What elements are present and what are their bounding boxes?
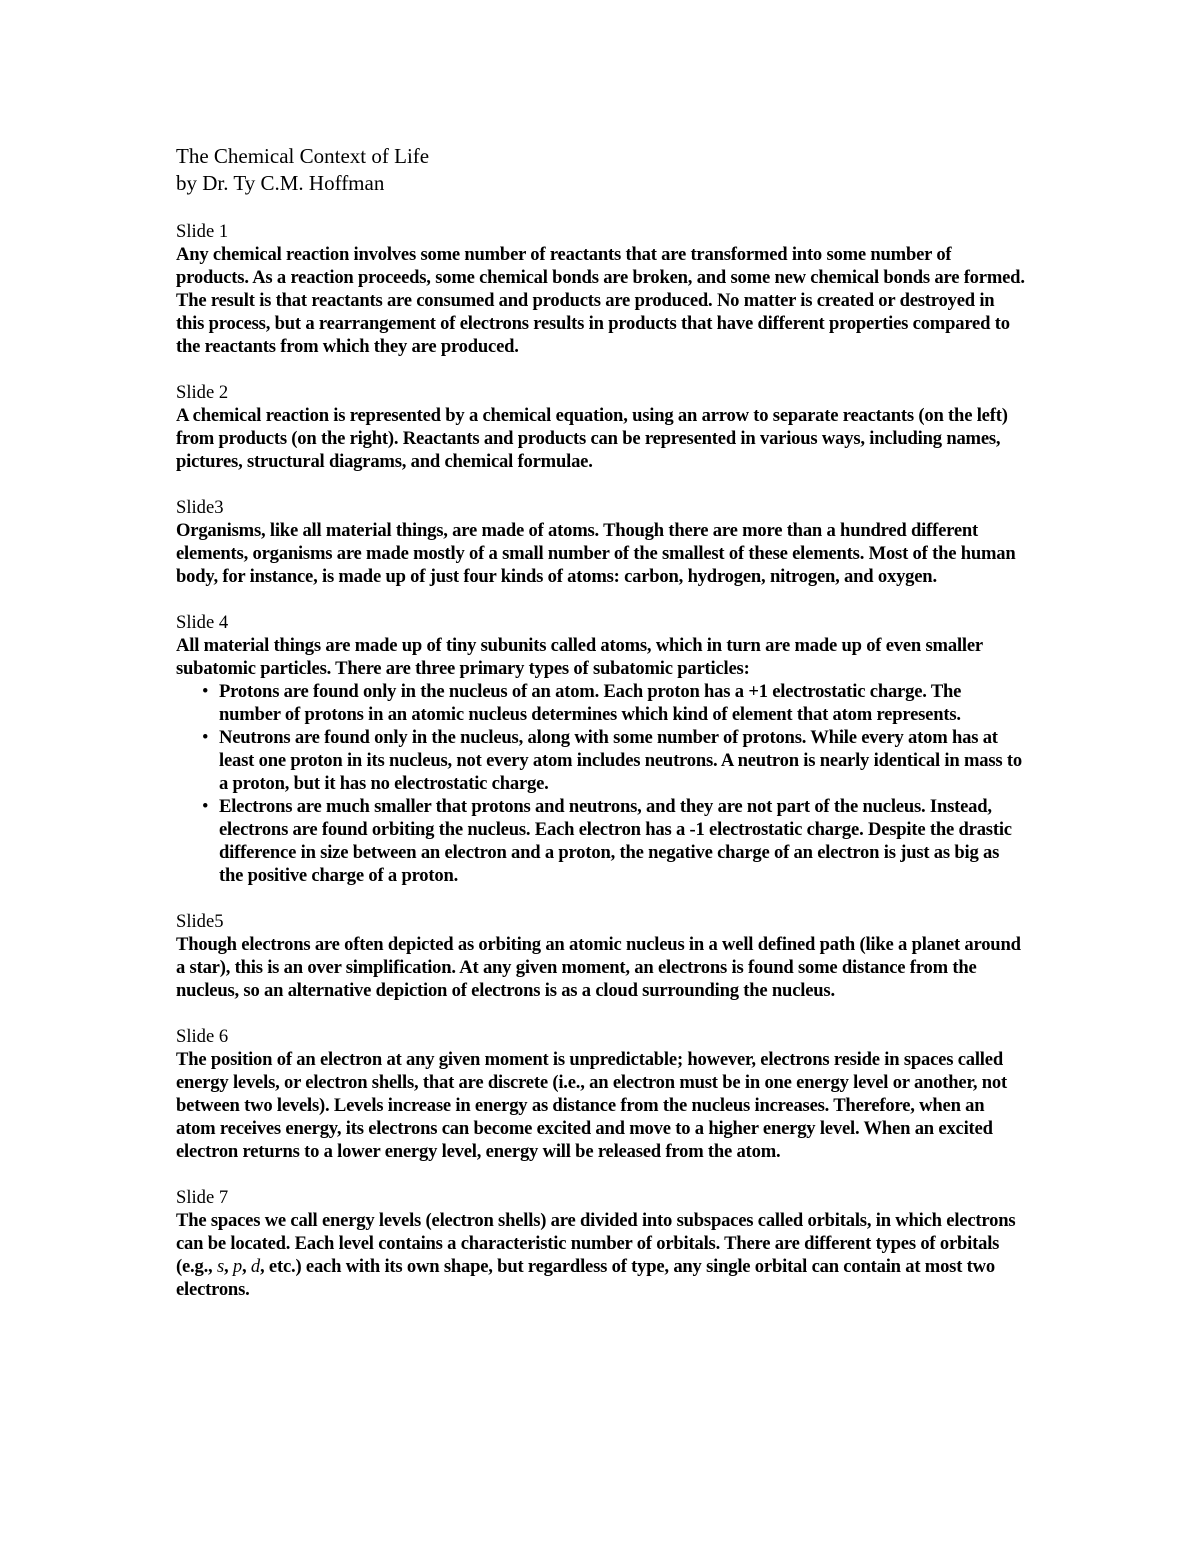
bullet-icon: • <box>202 681 209 702</box>
separator: , <box>223 1256 233 1277</box>
slide-heading: Slide 6 <box>176 1026 229 1047</box>
slide-body: All material things are made up of tiny subunits called atoms, which in turn are made up of even smaller subatomic particles. There are three primary types of subatomic particles: <box>176 635 983 679</box>
orbital-d-label: d <box>250 1256 261 1277</box>
slide-body-text: The spaces we call energy levels (electron shells) are divided into subspaces called orbitals, in which electrons can be located. Each level contains a characteristic number of orbitals. There are different types of orbitals (e.g., <box>176 1210 1016 1277</box>
slide-section-2 <box>176 381 1026 473</box>
list-item <box>202 795 1026 887</box>
document-title: The Chemical Context of Life <box>176 144 430 168</box>
slide-heading: Slide 4 <box>176 612 229 633</box>
particle-bullet-list <box>176 680 1026 887</box>
slide-section-1 <box>176 220 1026 358</box>
document-author: by Dr. Ty C.M. Hoffman <box>176 171 385 195</box>
slide-heading: Slide3 <box>176 497 224 518</box>
slide-section-6 <box>176 1025 1026 1163</box>
slide-body: A chemical reaction is represented by a chemical equation, using an arrow to separate reactants (on the left) from products (on the right). Reactants and products can be represented in various ways, including names, pictures, structural diagrams, and chemical formulae. <box>176 405 1008 472</box>
document-page <box>176 143 1026 1324</box>
slide-heading: Slide 7 <box>176 1187 229 1208</box>
slide-section-3 <box>176 496 1026 588</box>
orbital-s-label: s <box>216 1256 224 1277</box>
bullet-icon: • <box>202 727 209 748</box>
slide-body: Though electrons are often depicted as orbiting an atomic nucleus in a well defined path (like a planet around a star), this is an over simplification. At any given moment, an electrons is found some distance from the nucleus, so an alternative depiction of electrons is as a cloud surrounding the nucleus. <box>176 934 1021 1001</box>
orbital-p-label: p <box>232 1256 242 1277</box>
separator: , <box>242 1256 251 1277</box>
slide-body: Any chemical reaction involves some number of reactants that are transformed into some number of products. As a reaction proceeds, some chemical bonds are broken, and some new chemical bonds are formed. The result is that reactants are consumed and products are produced. No matter is created or destroyed in this process, but a rearrangement of electrons results in products that have different properties compared to the reactants from which they are produced. <box>176 244 1025 357</box>
bullet-text-protons: Protons are found only in the nucleus of an atom. Each proton has a +1 electrostatic charge. The number of protons in an atomic nucleus determines which kind of element that atom represents. <box>219 681 962 725</box>
slide-heading: Slide5 <box>176 911 224 932</box>
slide-body: The position of an electron at any given moment is unpredictable; however, electrons reside in spaces called energy levels, or electron shells, that are discrete (i.e., an electron must be in one energy level or another, not between two levels). Levels increase in energy as distance from the nucleus increases. Therefore, when an atom receives energy, its electrons can become excited and move to a higher energy level. When an excited electron returns to a lower energy level, energy will be released from the atom. <box>176 1049 1007 1162</box>
bullet-text-neutrons: Neutrons are found only in the nucleus, along with some number of protons. While every atom has at least one proton in its nucleus, not every atom includes neutrons. A neutron is nearly identical in mass to a proton, but it has no electrostatic charge. <box>219 727 1022 794</box>
list-item <box>202 726 1026 795</box>
slide-heading: Slide 2 <box>176 382 229 403</box>
slide-section-7 <box>176 1186 1026 1301</box>
slide-body <box>176 1209 1026 1301</box>
slide-heading: Slide 1 <box>176 221 229 242</box>
list-item <box>202 680 1026 726</box>
slide-body-text: , etc.) each with its own shape, but regardless of type, any single orbital can contain at most two electrons. <box>176 1256 995 1300</box>
slide-section-5 <box>176 910 1026 1002</box>
bullet-icon: • <box>202 796 209 817</box>
slide-body: Organisms, like all material things, are made of atoms. Though there are more than a hundred different elements, organisms are made mostly of a small number of the smallest of these elements. Most of the human body, for instance, is made up of just four kinds of atoms: carbon, hydrogen, nitrogen, and oxygen. <box>176 520 1016 587</box>
slide-section-4 <box>176 611 1026 887</box>
bullet-text-electrons: Electrons are much smaller that protons and neutrons, and they are not part of the nucleus. Instead, electrons are found orbiting the nucleus. Each electron has a -1 electrostatic charge. Despite the drastic difference in size between an electron and a proton, the negative charge of an electron is just as big as the positive charge of a proton. <box>219 796 1012 886</box>
